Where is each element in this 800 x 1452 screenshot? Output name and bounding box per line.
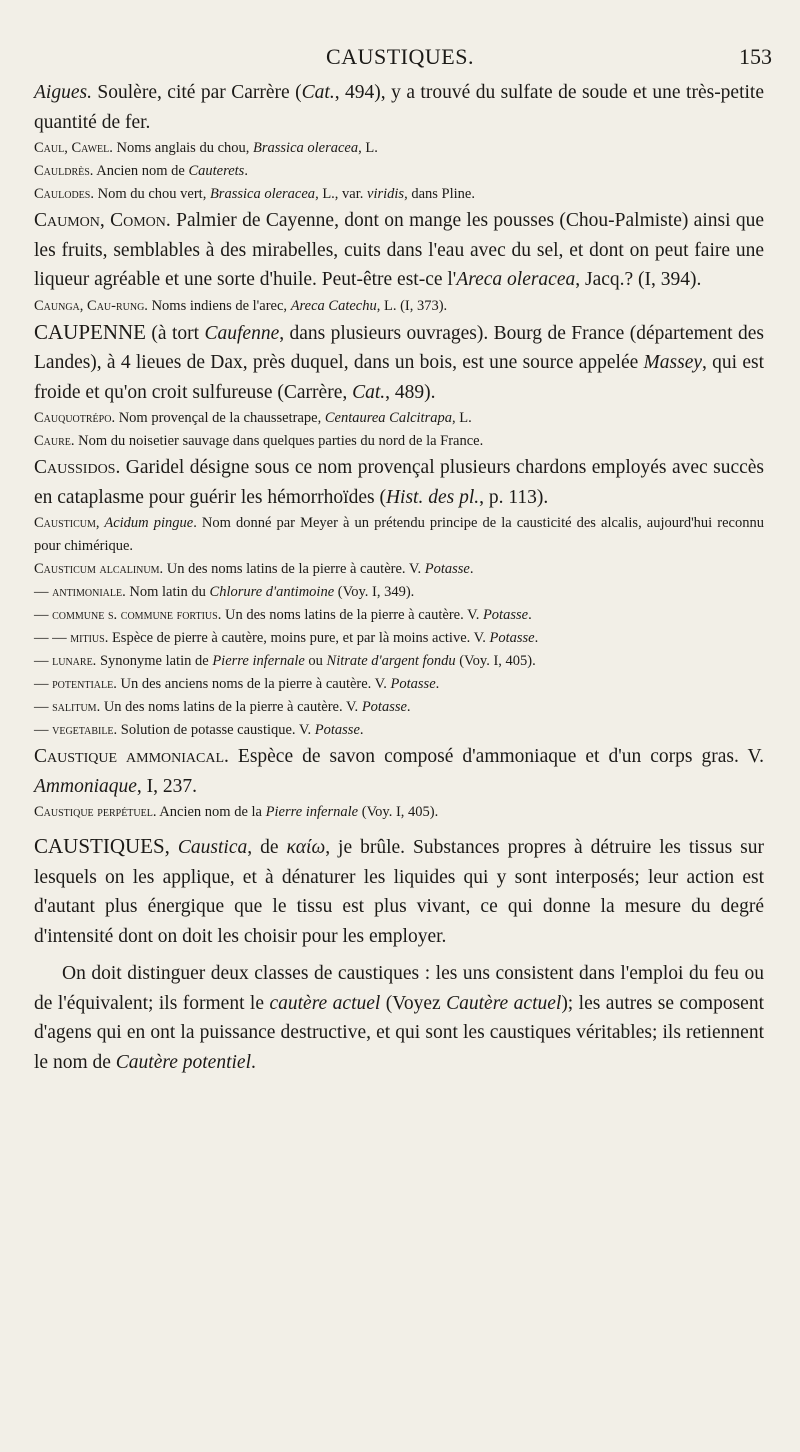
- entry-cauquotrepo: Cauquotrépo. Nom provençal de la chaussetrape, Centaurea Calcitrapa, L.: [34, 410, 472, 426]
- entry-headword: Causticum alcalinum.: [34, 561, 164, 577]
- spacer: [34, 951, 764, 959]
- entry-caul: Caul, Cawel. Noms anglais du chou, Brassica oleracea, L.: [34, 140, 378, 156]
- entry-headword: potentiale.: [48, 676, 117, 692]
- entry-headword: Causticum,: [34, 515, 100, 531]
- entry-headword: CAUPENNE: [34, 319, 147, 344]
- entry-headword: vegetabile.: [48, 722, 118, 738]
- dash-mark: —: [34, 676, 49, 692]
- entry-caustiques: CAUSTIQUES, Caustica, de καίω, je brûle. Substances propres à détruire les tissus sur lesquels on les applique, et à dénaturer les liquides qui y sont interposés; leur action est d'autant plus énergique que le tissu est plus vivant, ce qui donne la mesure du degré d'intensité dont on doit les choisir pour les employer.: [34, 834, 764, 947]
- spacer: [34, 824, 764, 832]
- entry-caupenne: CAUPENNE (à tort Caufenne, dans plusieurs ouvrages). Bourg de France (département des Landes), à 4 lieues de Dax, près duquel, dans un bois, est une source appelée Massey, qui est froide et qu'on croit sulfureuse (Carrère, Cat., 489).: [34, 319, 764, 403]
- entry-headword: lunare.: [48, 653, 97, 669]
- entry-headword: Aigues.: [34, 82, 92, 103]
- entry-cauldres: Cauldrès. Ancien nom de Cauterets.: [34, 163, 248, 179]
- dash-mark: — —: [34, 630, 67, 646]
- entry-headword: Caunga, Cau-rung.: [34, 297, 148, 314]
- entry-headword: mitius.: [66, 630, 109, 646]
- dash-mark: —: [34, 722, 49, 738]
- entry-headword: Caul, Cawel.: [34, 140, 113, 156]
- entry-caustiques-paragraph-2: On doit distinguer deux classes de caustiques : les uns consistent dans l'emploi du feu ou de l'équivalent; ils forment le cautère actuel (Voyez Cautère actuel); les autres se composent d'agens qui en ont la puissance destructive, et qui sont les caustiques véritables; ils retiennent le nom de Cautère potentiel.: [34, 963, 764, 1073]
- entry-headword: Cauldrès.: [34, 163, 94, 179]
- entry-lunare: — lunare. Synonyme latin de Pierre infernale ou Nitrate d'argent fondu (Voy. I, 405).: [34, 653, 536, 669]
- entry-caunga: Caunga, Cau-rung. Noms indiens de l'arec, Areca Catechu, L. (I, 373).: [34, 297, 448, 314]
- dash-mark: —: [34, 607, 49, 623]
- entry-vegetabile: — vegetabile. Solution de potasse caustique. V. Potasse.: [34, 722, 364, 738]
- entry-causticum-alcalinum: Causticum alcalinum. Un des noms latins de la pierre à cautère. V. Potasse.: [34, 561, 474, 577]
- entry-headword: commune s. commune fortius.: [48, 607, 222, 623]
- entry-antimoniale: — antimoniale. Nom latin du Chlorure d'antimoine (Voy. I, 349).: [34, 584, 415, 600]
- dash-mark: —: [34, 584, 49, 600]
- dash-mark: —: [34, 699, 49, 715]
- entry-headword: salitum.: [48, 699, 101, 715]
- entry-salitum: — salitum. Un des noms latins de la pierre à cautère. V. Potasse.: [34, 699, 411, 715]
- entry-headword: Caustique ammoniacal.: [34, 746, 229, 767]
- page-content: [34, 78, 764, 1077]
- entry-headword: Caure.: [34, 433, 75, 449]
- entry-headword: Caussidos.: [34, 457, 121, 478]
- entry-aigues: Aigues. Soulère, cité par Carrère (Cat., 494), y a trouvé du sulfate de soude et une très-petite quantité de fer.: [34, 82, 764, 133]
- entry-causticum: Causticum, Acidum pingue. Nom donné par Meyer à un prétendu principe de la causticité des alcalis, aujourd'hui reconnu pour chimérique.: [34, 515, 764, 554]
- greek-word: καίω: [286, 837, 326, 858]
- running-title: CAUSTIQUES.: [326, 44, 474, 69]
- entry-headword: Caumon, Comon.: [34, 210, 171, 231]
- entry-headword: CAUSTIQUES,: [34, 834, 170, 858]
- entry-caulodes: Caulodes. Nom du chou vert, Brassica oleracea, L., var. viridis, dans Pline.: [34, 186, 475, 202]
- entry-mitius: — — mitius. Espèce de pierre à cautère, moins pure, et par là moins active. V. Potasse.: [34, 630, 539, 646]
- entry-potentiale: — potentiale. Un des anciens noms de la pierre à cautère. V. Potasse.: [34, 676, 440, 692]
- entry-headword: antimoniale.: [48, 584, 126, 600]
- entry-headword: Cauquotrépo.: [34, 410, 116, 426]
- entry-caumon: Caumon, Comon. Palmier de Cayenne, dont on mange les pousses (Chou-Palmiste) ainsi que les fruits, semblables à des mirabelles, cuits dans l'eau avec du sel, et dont on peut faire une liqueur agréable et une sorte d'huile. Peut-être est-ce l'Areca oleracea, Jacq.? (I, 394).: [34, 210, 764, 290]
- page-header: [0, 44, 800, 78]
- entry-commune: — commune s. commune fortius. Un des noms latins de la pierre à cautère. V. Potasse.: [34, 607, 532, 623]
- entry-headword: Caulodes.: [34, 186, 94, 202]
- dash-mark: —: [34, 653, 49, 669]
- entry-caustique-perpetuel: Caustique perpétuel. Ancien nom de la Pierre infernale (Voy. I, 405).: [34, 804, 439, 820]
- page-number: 153: [739, 44, 772, 69]
- entry-caure: Caure. Nom du noisetier sauvage dans quelques parties du nord de la France.: [34, 433, 484, 449]
- entry-caustique-ammoniacal: Caustique ammoniacal. Espèce de savon composé d'ammoniaque et d'un corps gras. V. Ammoniaque, I, 237.: [34, 746, 764, 797]
- entry-headword: Caustique perpétuel.: [34, 804, 157, 820]
- entry-caussidos: Caussidos. Garidel désigne sous ce nom provençal plusieurs chardons employés avec succès en cataplasme pour guérir les hémorrhoïdes (Hist. des pl., p. 113).: [34, 457, 764, 508]
